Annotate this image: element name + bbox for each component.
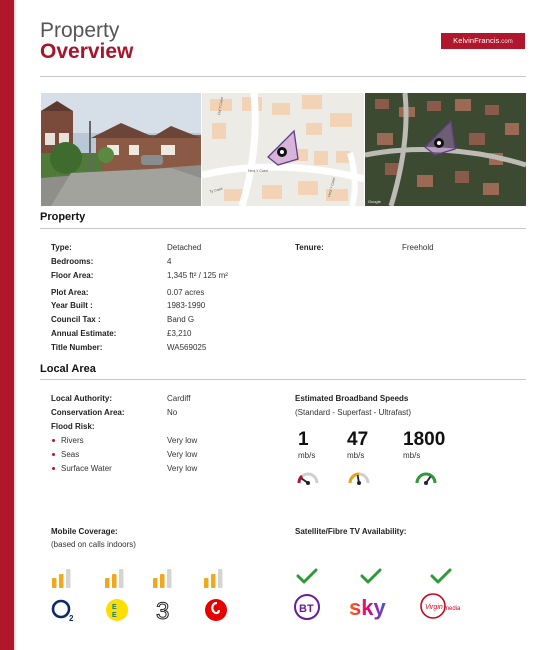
property-value: Detached: [167, 243, 202, 252]
tenure-value: Freehold: [402, 243, 434, 252]
local-area-value: Cardiff: [167, 394, 191, 403]
svg-text:E: E: [112, 604, 117, 611]
checkmark-icon: [296, 567, 318, 585]
flood-risk-label: Rivers: [61, 436, 84, 445]
speed-unit: mb/s: [347, 451, 365, 460]
property-label: Annual Estimate:: [51, 329, 117, 338]
street-label-4: Heol Y Coed: [327, 177, 337, 198]
property-label: Plot Area:: [51, 288, 89, 297]
broadband-title: Estimated Broadband Speeds: [295, 394, 409, 403]
svg-text:BT: BT: [299, 603, 314, 615]
flood-risk-label: Seas: [61, 450, 80, 459]
logo-suffix: .com: [499, 39, 513, 45]
svg-text:E: E: [112, 612, 117, 619]
flood-risk-value: Very low: [167, 436, 198, 445]
signal-bars-icon: [52, 569, 74, 588]
left-brand-bar: [0, 0, 14, 650]
o2-logo: [51, 597, 77, 623]
street-label-1: Dol Y Coed: [217, 96, 225, 116]
property-label: Year Built :: [51, 301, 93, 310]
signal-bars-icon: [204, 569, 226, 588]
property-value: 4: [167, 257, 172, 266]
svg-text:Virgin: Virgin: [425, 604, 443, 611]
svg-text:sky: sky: [349, 595, 386, 620]
speed-value: 47: [347, 429, 369, 450]
flood-risk-label: Surface Water: [61, 464, 112, 473]
speed-value: 1: [298, 429, 309, 450]
speed-unit: mb/s: [403, 451, 421, 460]
bt-logo: [294, 594, 320, 622]
property-value: 0.07 acres: [167, 288, 205, 297]
page-title-line1: Property: [40, 19, 120, 42]
flood-bullet: [52, 453, 55, 456]
street-view-photo: [41, 93, 201, 206]
ee-logo: [104, 597, 130, 623]
flood-bullet: [52, 467, 55, 470]
signal-bars-icon: [153, 569, 175, 588]
speedometer-mid-icon: [347, 469, 371, 489]
header-divider: [40, 76, 526, 77]
property-label: Council Tax :: [51, 315, 101, 324]
street-label-3: Ty Coed: [209, 186, 223, 194]
property-label: Floor Area:: [51, 271, 94, 280]
speed-unit: mb/s: [298, 451, 316, 460]
property-label: Title Number:: [51, 343, 103, 352]
signal-bars-icon: [105, 569, 127, 588]
local-area-label: Conservation Area:: [51, 408, 125, 417]
property-label: Bedrooms:: [51, 257, 94, 266]
property-heading: Property: [40, 211, 86, 223]
mobile-coverage-subtitle: (based on calls indoors): [51, 540, 136, 549]
property-value: 1983-1990: [167, 301, 206, 310]
brand-logo: [441, 33, 525, 49]
svg-text:2: 2: [69, 614, 74, 623]
speedometer-high-icon: [414, 469, 438, 489]
property-divider: [40, 228, 526, 229]
property-value: £3,210: [167, 329, 192, 338]
local-area-label: Local Authority:: [51, 394, 113, 403]
aerial-satellite-map: [365, 93, 526, 206]
tenure-label: Tenure:: [295, 243, 324, 252]
property-value: Band G: [167, 315, 195, 324]
property-value: WA569025: [167, 343, 207, 352]
page-edge: [14, 0, 17, 650]
virgin-media-logo: [420, 592, 462, 620]
flood-risk-value: Very low: [167, 450, 198, 459]
vodafone-logo: [203, 597, 229, 623]
three-logo: [152, 597, 178, 623]
flood-risk-value: Very low: [167, 464, 198, 473]
local-area-label: Flood Risk:: [51, 422, 95, 431]
page-title-line2: Overview: [40, 40, 134, 63]
street-label-2: Heol Y Coed: [248, 169, 268, 173]
street-map: [202, 93, 364, 206]
local-area-value: No: [167, 408, 178, 417]
checkmark-icon: [360, 567, 382, 585]
map-credit: Google: [368, 199, 381, 204]
tv-availability-title: Satellite/Fibre TV Availability:: [295, 527, 407, 536]
local-area-heading: Local Area: [40, 363, 96, 375]
local-area-divider: [40, 379, 526, 380]
mobile-coverage-title: Mobile Coverage:: [51, 527, 118, 536]
broadband-subtitle: (Standard - Superfast - Ultrafast): [295, 408, 412, 417]
speedometer-low-icon: [296, 469, 320, 489]
svg-text:media: media: [444, 606, 461, 612]
property-value: 1,345 ft² / 125 m²: [167, 271, 228, 280]
checkmark-icon: [430, 567, 452, 585]
sky-logo: [348, 594, 394, 622]
speed-value: 1800: [403, 429, 446, 450]
svg-text:3: 3: [156, 598, 170, 623]
flood-bullet: [52, 439, 55, 442]
property-label: Type:: [51, 243, 72, 252]
logo-text: KelvinFrancis: [453, 36, 500, 45]
